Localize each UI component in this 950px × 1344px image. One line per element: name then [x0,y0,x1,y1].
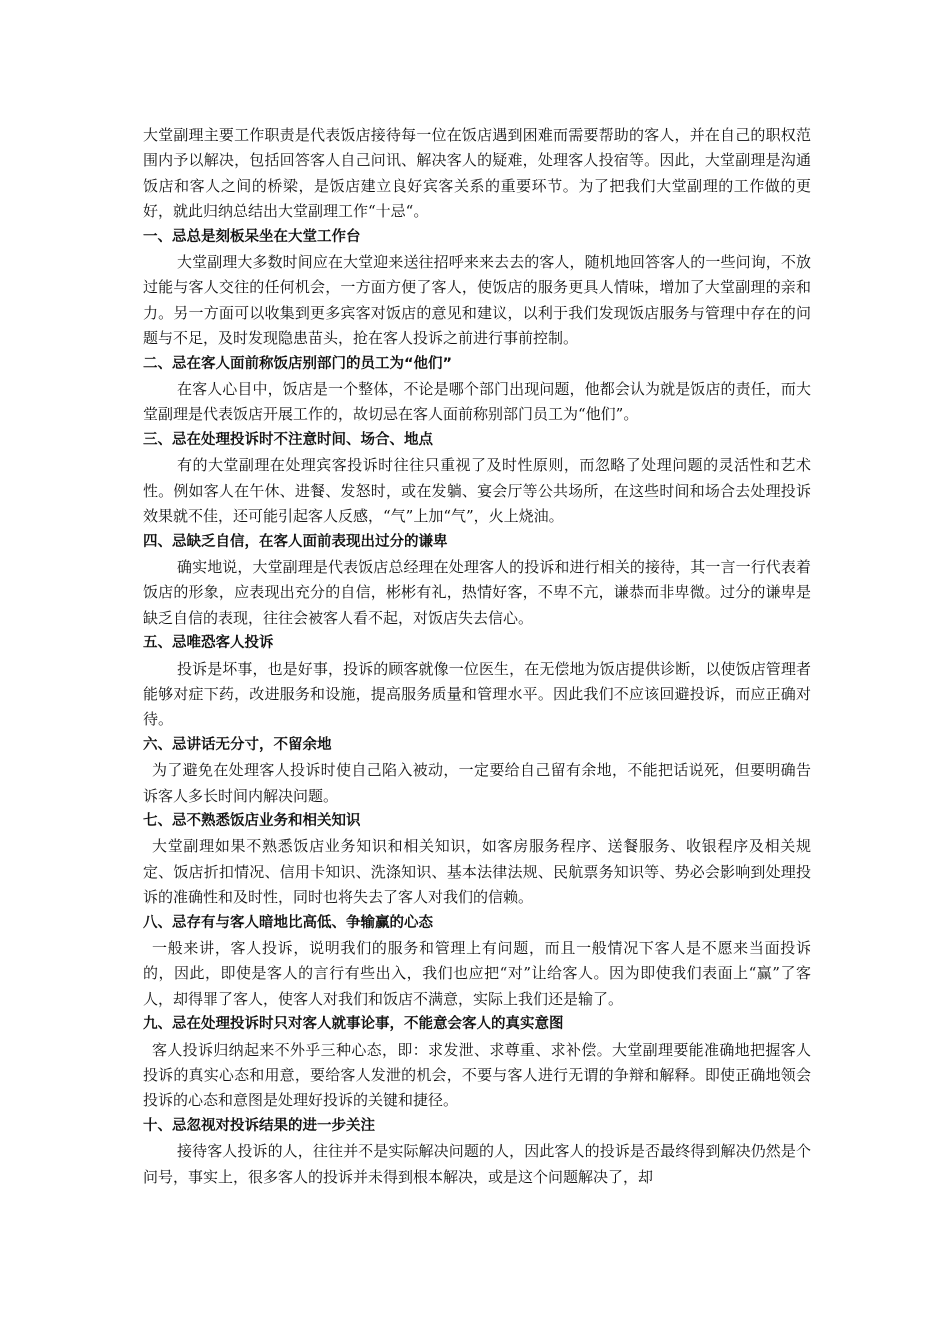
section-heading-3: 三、忌在处理投诉时不注意时间、场合、地点 [143,431,433,448]
section-body-9: 客人投诉归纳起来不外乎三种心态，即：求发泄、求尊重、求补偿。大堂副理要能准确地把握客人投诉的真实心态和用意，要给客人发泄的机会，不要与客人进行无谓的争辩和解释。即使正确地领会投诉的心态和意图是处理好投诉的关键和捷径。 [143,1040,811,1110]
section-body-3: 有的大堂副理在处理宾客投诉时往往只重视了及时性原则，而忽略了处理问题的灵活性和艺术性。例如客人在午休、进餐、发怒时，或在发躺、宴会厅等公共场所，在这些时间和场合去处理投诉效果就不佳，还可能引起客人反感，“气”上加“气”，火上烧油。 [143,456,811,526]
section-heading-10: 十、忌忽视对投诉结果的进一步关注 [143,1117,375,1134]
section-body-1: 大堂副理大多数时间应在大堂迎来送往招呼来来去去的客人，随机地回答客人的一些问询，不放过能与客人交往的任何机会，一方面方便了客人，使饭店的服务更具人情味，增加了大堂副理的亲和力。另一方面可以收集到更多宾客对饭店的意见和建议，以利于我们发现饭店服务与管理中存在的问题与不足，及时发现隐患苗头，抢在客人投诉之前进行事前控制。 [143,253,811,348]
section-heading-2: 二、忌在客人面前称饭店别部门的员工为“他们” [143,355,453,372]
intro-paragraph: 大堂副理主要工作职责是代表饭店接待每一位在饭店遇到困难而需要帮助的客人，并在自己的职权范围内予以解决，包括回答客人自己问讯、解决客人的疑难，处理客人投宿等。因此，大堂副理是沟通饭店和客人之间的桥梁，是饭店建立良好宾客关系的重要环节。为了把我们大堂副理的工作做的更好，就此归纳总结出大堂副理工作“十忌“。 [143,126,811,221]
section-heading-7: 七、忌不熟悉饭店业务和相关知识 [143,812,361,829]
section-body-6: 为了避免在处理客人投诉时使自己陷入被动，一定要给自己留有余地，不能把话说死，但要明确告诉客人多长时间内解决问题。 [143,761,811,805]
section-body-10: 接待客人投诉的人，往往并不是实际解决问题的人，因此客人的投诉是否最终得到解决仍然是个问号，事实上，很多客人的投诉并未得到根本解决，或是这个问题解决了，却 [143,1142,811,1186]
document-page [143,123,811,1190]
section-heading-4: 四、忌缺乏自信，在客人面前表现出过分的谦卑 [143,533,448,550]
section-body-8: 一般来讲，客人投诉，说明我们的服务和管理上有问题，而且一般情况下客人是不愿来当面投诉的，因此，即使是客人的言行有些出入，我们也应把“对”让给客人。因为即使我们表面上“赢”了客人，却得罪了客人，使客人对我们和饭店不满意，实际上我们还是输了。 [143,939,811,1008]
section-body-4: 确实地说，大堂副理是代表饭店总经理在处理客人的投诉和进行相关的接待，其一言一行代表着饭店的形象，应表现出充分的自信，彬彬有礼，热情好客，不卑不亢，谦恭而非卑微。过分的谦卑是缺乏自信的表现，往往会被客人看不起，对饭店失去信心。 [143,557,811,627]
section-heading-5: 五、忌唯恐客人投诉 [143,635,274,652]
section-body-5: 投诉是坏事，也是好事，投诉的顾客就像一位医生，在无偿地为饭店提供诊断，以使饭店管理者能够对症下药，改进服务和设施，提高服务质量和管理水平。因此我们不应该回避投诉，而应正确对待。 [143,659,811,729]
section-heading-6: 六、忌讲话无分寸，不留余地 [143,736,332,753]
section-heading-9: 九、忌在处理投诉时只对客人就事论事，不能意会客人的真实意图 [143,1016,564,1033]
section-heading-1: 一、忌总是刻板呆坐在大堂工作台 [143,228,361,245]
section-heading-8: 八、忌存有与客人暗地比高低、争输赢的心态 [143,914,433,931]
section-body-7: 大堂副理如果不熟悉饭店业务知识和相关知识，如客房服务程序、送餐服务、收银程序及相关规定、饭店折扣情况、信用卡知识、洗涤知识、基本法律法规、民航票务知识等、势必会影响到处理投诉的准确性和及时性，同时也将失去了客人对我们的信赖。 [143,837,811,907]
section-body-2: 在客人心目中，饭店是一个整体，不论是哪个部门出现问题，他都会认为就是饭店的责任，而大堂副理是代表饭店开展工作的，故切忌在客人面前称别部门员工为“他们”。 [143,380,811,424]
